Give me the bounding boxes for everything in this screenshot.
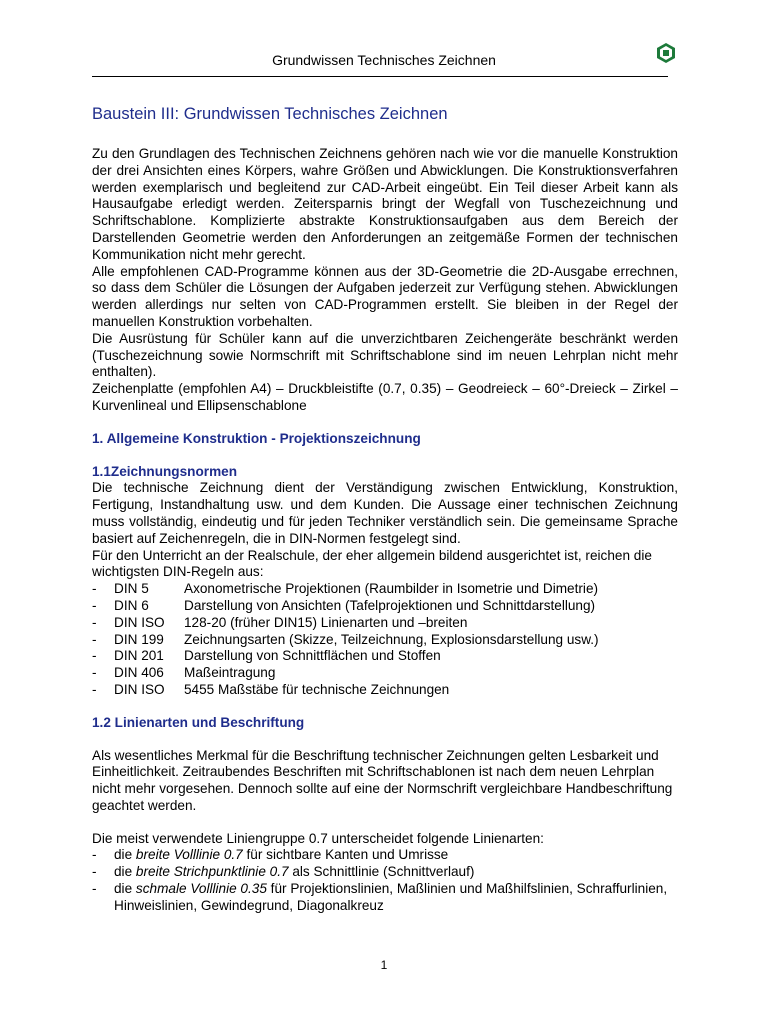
list-dash: - <box>92 681 97 697</box>
list-item <box>92 581 678 598</box>
norm-code: DIN 406 <box>114 665 164 681</box>
intro-paragraph: Zu den Grundlagen des Technischen Zeichnens gehören nach wie vor die manuelle Konstruktion der drei Ansichten eines Körpers, wahre Größen und Abwicklungen. Die Konstruktionsverfahren werden exemplarisch und begleitend zur CAD-Arbeit eingeübt. Ein Teil dieser Arbeit kann als Hausaufgabe erledigt werden. Zeitersparnis bringt der Wegfall von Tuschezeichnung und Schriftschablone. Komplizierte abstrakte Konstruktionsaufgaben aus dem Bereich der Darstellenden Geometrie werden den Anforderungen an zeitgemäße Formen der technischen Kommunikation nicht mehr gerecht. <box>92 146 678 262</box>
line-type-text: die schmale Volllinie 0.35 für Projektionslinien, Maßlinien und Maßhilfslinien, Schraffurlinien, Hinweislinien, Gewindegrund, Diagonalkreuz <box>114 881 668 913</box>
list-dash: - <box>92 614 97 630</box>
header-divider <box>92 76 668 77</box>
list-item <box>92 881 678 915</box>
list-item <box>92 648 678 665</box>
body-paragraph: Für den Unterricht an der Realschule, der eher allgemein bildend ausgerichtet ist, reichen die wichtigsten DIN-Regeln aus: <box>92 547 652 580</box>
page-number: 1 <box>380 958 388 972</box>
norm-text: 128-20 (früher DIN15) Linienarten und –breiten <box>184 614 468 630</box>
norm-text: Axonometrische Projektionen (Raumbilder in Isometrie und Dimetrie) <box>184 581 599 597</box>
header-title: Grundwissen Technisches Zeichnen <box>272 52 496 68</box>
subsection-heading: 1.2 Linienarten und Beschriftung <box>92 714 305 730</box>
intro-paragraph: Zeichenplatte (empfohlen A4) – Druckbleistifte (0.7, 0.35) – Geodreieck – 60°-Dreieck – Zirkel – Kurvenlineal und Ellipsenschablone <box>92 381 678 413</box>
line-type-text: die breite Volllinie 0.7 für sichtbare Kanten und Umrisse <box>114 847 449 863</box>
norm-code: DIN ISO <box>114 614 165 630</box>
norm-text: Zeichnungsarten (Skizze, Teilzeichnung, Explosionsdarstellung usw.) <box>184 631 599 647</box>
body-paragraph: Die meist verwendete Liniengruppe 0.7 unterscheidet folgende Linienarten: <box>92 830 544 846</box>
line-type-text: die breite Strichpunktlinie 0.7 als Schnittlinie (Schnittverlauf) <box>114 864 475 880</box>
intro-paragraph: Alle empfohlenen CAD-Programme können aus der 3D-Geometrie die 2D-Ausgabe errechnen, so dass dem Schüler die Lösungen der Aufgaben jederzeit zur Verfügung stehen. Abwicklungen werden allerdings nur selten von CAD-Programmen erstellt. Sie bleiben in der Regel der manuellen Konstruktion vorbehalten. <box>92 263 678 329</box>
norm-code: DIN 6 <box>114 597 149 613</box>
list-dash: - <box>92 581 97 597</box>
norm-code: DIN ISO <box>114 681 165 697</box>
list-dash: - <box>92 864 97 880</box>
document-title: Baustein III: Grundwissen Technisches Zeichnen <box>92 105 448 123</box>
subsection-heading: 1.1Zeichnungsnormen <box>92 463 238 479</box>
list-dash: - <box>92 648 97 664</box>
document-body <box>92 104 678 915</box>
line-types-list <box>92 847 678 914</box>
norm-code: DIN 199 <box>114 631 164 647</box>
line-type-name: schmale Volllinie 0.35 <box>135 881 267 897</box>
body-paragraph: Als wesentliches Merkmal für die Beschriftung technischer Zeichnungen gelten Lesbarkeit und Einheitlichkeit. Zeitraubendes Beschriften mit Schriftschablonen ist nach dem neuen Lehrplan nicht mehr vorgesehen. Dennoch sollte auf eine der Normschrift vergleichbare Handbeschriftung geachtet werden. <box>92 747 673 813</box>
isb-logo-icon <box>655 42 677 64</box>
norms-list <box>92 581 678 699</box>
list-item <box>92 615 678 632</box>
line-type-name: breite Volllinie 0.7 <box>135 847 243 863</box>
list-item <box>92 598 678 615</box>
list-item <box>92 864 678 881</box>
norm-text: Maßeintragung <box>184 665 276 681</box>
list-dash: - <box>92 597 97 613</box>
list-dash: - <box>92 631 97 647</box>
norm-text: 5455 Maßstäbe für technische Zeichnungen <box>184 681 450 697</box>
line-type-name: breite Strichpunktlinie 0.7 <box>135 864 289 880</box>
list-item <box>92 682 678 699</box>
list-item <box>92 632 678 649</box>
norm-code: DIN 201 <box>114 648 164 664</box>
list-item <box>92 847 678 864</box>
section-heading: 1. Allgemeine Konstruktion - Projektionszeichnung <box>92 430 421 446</box>
list-dash: - <box>92 665 97 681</box>
body-paragraph: Die technische Zeichnung dient der Verständigung zwischen Entwicklung, Konstruktion, Fertigung, Instandhaltung usw. und dem Kunden. Die Aussage einer technischen Zeichnung muss vollständig, eindeutig und für jeden Techniker verständlich sein. Die gemeinsame Sprache basiert auf Zeichenregeln, die in DIN-Normen festgelegt sind. <box>92 480 678 546</box>
norm-code: DIN 5 <box>114 581 149 597</box>
list-item <box>92 665 678 682</box>
norm-text: Darstellung von Schnittflächen und Stoffen <box>184 648 441 664</box>
list-dash: - <box>92 881 97 897</box>
intro-paragraph: Die Ausrüstung für Schüler kann auf die unverzichtbaren Zeichengeräte beschränkt werden (Tuschezeichnung sowie Normschrift mit Schriftschablone sind im neuen Lehrplan nicht mehr enthalten). <box>92 330 678 380</box>
norm-text: Darstellung von Ansichten (Tafelprojektionen und Schnittdarstellung) <box>184 597 596 613</box>
list-dash: - <box>92 847 97 863</box>
